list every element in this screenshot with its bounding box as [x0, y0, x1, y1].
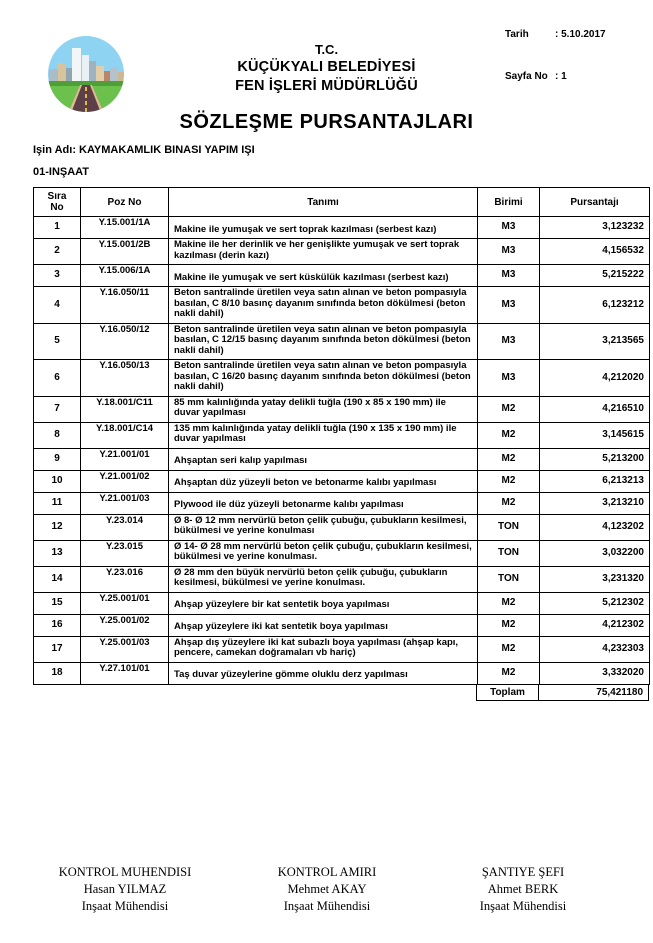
- table-body: [34, 217, 650, 685]
- cell-tanimi: Ahşaptan seri kalıp yapılması: [169, 448, 478, 470]
- cell-birimi: M2: [478, 662, 540, 684]
- cell-sira-no: 5: [34, 323, 81, 360]
- table-header-row: [34, 188, 650, 217]
- table-row: [34, 396, 650, 422]
- signature-role: Inşaat Mühendisi: [81, 899, 169, 913]
- header-sira-line2: No: [50, 202, 64, 213]
- cell-pursantaji: 4,212302: [540, 614, 650, 636]
- cell-birimi: M2: [478, 636, 540, 662]
- signature-title: KONTROL AMIRI: [277, 865, 377, 879]
- cell-poz-no: Y.23.015: [81, 540, 169, 566]
- cell-poz-no: Y.15.006/1A: [81, 265, 169, 287]
- cell-tanimi: Ø 28 mm den büyük nervürlü beton çelik çubuğu, çubukların kesilmesi, bükülmesi ve yerine konulması.: [169, 566, 478, 592]
- org-line-department: FEN İŞLERİ MÜDÜRLÜĞÜ: [235, 78, 418, 94]
- header-birimi: Birimi: [478, 188, 540, 217]
- header-pursantaji: Pursantajı: [540, 188, 650, 217]
- table-row: [34, 217, 650, 239]
- cell-sira-no: 9: [34, 448, 81, 470]
- cell-poz-no: Y.27.101/01: [81, 662, 169, 684]
- cell-poz-no: Y.25.001/01: [81, 592, 169, 614]
- cell-birimi: M2: [478, 448, 540, 470]
- cell-tanimi: Beton santralinde üretilen veya satın alınan ve beton pompasıyla basılan, C 16/20 basınç dayanım sınıfında beton dökülmesi (beton nakli dahil): [169, 360, 478, 397]
- cell-pursantaji: 3,213210: [540, 492, 650, 514]
- signature-title: ŞANTIYE ŞEFI: [481, 865, 565, 879]
- cell-poz-no: Y.16.050/13: [81, 360, 169, 397]
- cell-tanimi: Beton santralinde üretilen veya satın alınan ve beton pompasıyla basılan, C 8/10 basınç dayanım sınıfında beton dökülmesi (beton nakli dahil): [169, 287, 478, 324]
- cell-poz-no: Y.23.014: [81, 514, 169, 540]
- cell-poz-no: Y.16.050/12: [81, 323, 169, 360]
- cell-birimi: TON: [478, 514, 540, 540]
- cell-tanimi: 85 mm kalınlığında yatay delikli tuğla (190 x 85 x 190 mm) ile duvar yapılması: [169, 396, 478, 422]
- cell-pursantaji: 3,032200: [540, 540, 650, 566]
- cell-poz-no: Y.21.001/03: [81, 492, 169, 514]
- cell-birimi: M2: [478, 470, 540, 492]
- table-row: [34, 470, 650, 492]
- cell-sira-no: 1: [34, 217, 81, 239]
- org-line-municipality: KÜÇÜKYALI BELEDİYESİ: [237, 59, 416, 75]
- cell-pursantaji: 5,213200: [540, 448, 650, 470]
- cell-tanimi: Ahşaptan düz yüzeyli beton ve betonarme kalıbı yapılması: [169, 470, 478, 492]
- cell-sira-no: 7: [34, 396, 81, 422]
- cell-sira-no: 11: [34, 492, 81, 514]
- cell-birimi: TON: [478, 540, 540, 566]
- cell-sira-no: 17: [34, 636, 81, 662]
- cell-pursantaji: 6,123212: [540, 287, 650, 324]
- cell-birimi: M2: [478, 592, 540, 614]
- table-row: [34, 360, 650, 397]
- cell-tanimi: Ahşap yüzeylere iki kat sentetik boya yapılması: [169, 614, 478, 636]
- cell-sira-no: 2: [34, 239, 81, 265]
- table-row: [34, 540, 650, 566]
- cell-pursantaji: 3,231320: [540, 566, 650, 592]
- cell-tanimi: Ahşap dış yüzeylere iki kat subazlı boya yapılması (ahşap kapı, pencere, camekan doğramaları vb hariç): [169, 636, 478, 662]
- cell-tanimi: Ø 14- Ø 28 mm nervürlü beton çelik çubuğu, çubukların kesilmesi, bükülmesi ve yerine konulması.: [169, 540, 478, 566]
- org-line-tc: T.C.: [314, 42, 339, 57]
- cell-pursantaji: 3,145615: [540, 422, 650, 448]
- toplam-row: [33, 685, 649, 701]
- cell-pursantaji: 3,332020: [540, 662, 650, 684]
- cell-pursantaji: 5,215222: [540, 265, 650, 287]
- table-row: [34, 636, 650, 662]
- cell-tanimi: Makine ile yumuşak ve sert küskülük kazılması (serbest kazı): [169, 265, 478, 287]
- cell-pursantaji: 5,212302: [540, 592, 650, 614]
- signature-area: [0, 864, 653, 924]
- meta-page-row: [505, 71, 606, 82]
- page-number-label: Sayfa No: [505, 71, 548, 82]
- cell-poz-no: Y.15.001/2B: [81, 239, 169, 265]
- cell-birimi: M2: [478, 614, 540, 636]
- cell-tanimi: 135 mm kalınlığında yatay delikli tuğla (190 x 135 x 190 mm) ile duvar yapılması: [169, 422, 478, 448]
- cell-tanimi: Taş duvar yüzeylerine gömme oluklu derz yapılması: [169, 662, 478, 684]
- table-row: [34, 592, 650, 614]
- page-title: SÖZLEŞME PURSANTAJLARI: [179, 111, 474, 133]
- signature-name: Hasan YILMAZ: [83, 882, 167, 896]
- cell-pursantaji: 4,156532: [540, 239, 650, 265]
- cell-birimi: M2: [478, 422, 540, 448]
- header-sira-line1: Sıra: [47, 191, 67, 202]
- signature-role: Inşaat Mühendisi: [283, 899, 371, 913]
- cell-poz-no: Y.16.050/11: [81, 287, 169, 324]
- table-row: [34, 422, 650, 448]
- date-label: Tarih: [505, 29, 529, 40]
- cell-poz-no: Y.21.001/01: [81, 448, 169, 470]
- signature-block-kontrol-amiri: [237, 864, 417, 915]
- cell-birimi: M3: [478, 239, 540, 265]
- cell-sira-no: 14: [34, 566, 81, 592]
- job-name-label: Işin Adı:: [33, 144, 76, 156]
- cell-pursantaji: 4,123202: [540, 514, 650, 540]
- cell-poz-no: Y.18.001/C14: [81, 422, 169, 448]
- cell-pursantaji: 3,213565: [540, 323, 650, 360]
- table-row: [34, 323, 650, 360]
- table-row: [34, 514, 650, 540]
- page-number-value: : 1: [555, 71, 567, 82]
- signature-block-kontrol-muhendisi: [35, 864, 215, 915]
- cell-tanimi: Ø 8- Ø 12 mm nervürlü beton çelik çubuğu, çubukların kesilmesi, bükülmesi ve yerine konulması: [169, 514, 478, 540]
- section-heading: 01-INŞAAT: [33, 166, 90, 178]
- cell-sira-no: 8: [34, 422, 81, 448]
- table-row: [34, 614, 650, 636]
- toplam-label: Toplam: [476, 685, 539, 701]
- header-sira-no: [34, 188, 81, 217]
- table-row: [34, 566, 650, 592]
- table-row: [34, 287, 650, 324]
- cell-birimi: M3: [478, 323, 540, 360]
- cell-sira-no: 3: [34, 265, 81, 287]
- cell-pursantaji: 4,232303: [540, 636, 650, 662]
- cell-sira-no: 6: [34, 360, 81, 397]
- cell-poz-no: Y.15.001/1A: [81, 217, 169, 239]
- signature-block-santiye-sefi: [433, 864, 613, 915]
- cell-tanimi: Makine ile her derinlik ve her genişlikte yumuşak ve sert toprak kazılması (derin kazı): [169, 239, 478, 265]
- cell-pursantaji: 6,213213: [540, 470, 650, 492]
- table-row: [34, 239, 650, 265]
- cell-poz-no: Y.23.016: [81, 566, 169, 592]
- signature-name: Ahmet BERK: [487, 882, 559, 896]
- cell-birimi: M3: [478, 265, 540, 287]
- cell-tanimi: Makine ile yumuşak ve sert toprak kazılması (serbest kazı): [169, 217, 478, 239]
- cell-sira-no: 13: [34, 540, 81, 566]
- cell-pursantaji: 4,212020: [540, 360, 650, 397]
- cell-poz-no: Y.25.001/03: [81, 636, 169, 662]
- cell-pursantaji: 3,123232: [540, 217, 650, 239]
- cell-tanimi: Plywood ile düz yüzeyli betonarme kalıbı yapılması: [169, 492, 478, 514]
- cell-birimi: M2: [478, 396, 540, 422]
- table-row: [34, 265, 650, 287]
- cell-sira-no: 15: [34, 592, 81, 614]
- cell-birimi: M3: [478, 217, 540, 239]
- cell-sira-no: 10: [34, 470, 81, 492]
- cell-poz-no: Y.25.001/02: [81, 614, 169, 636]
- job-name-line: [33, 144, 255, 156]
- cell-sira-no: 4: [34, 287, 81, 324]
- meta-date-row: [505, 29, 606, 40]
- cell-poz-no: Y.18.001/C11: [81, 396, 169, 422]
- table-row: [34, 492, 650, 514]
- header-tanimi: Tanımı: [169, 188, 478, 217]
- cell-birimi: TON: [478, 566, 540, 592]
- signature-title: KONTROL MUHENDISI: [58, 865, 192, 879]
- cell-sira-no: 18: [34, 662, 81, 684]
- cell-pursantaji: 4,216510: [540, 396, 650, 422]
- cell-birimi: M3: [478, 287, 540, 324]
- table-row: [34, 448, 650, 470]
- header-poz-no: Poz No: [81, 188, 169, 217]
- cell-sira-no: 12: [34, 514, 81, 540]
- cell-birimi: M2: [478, 492, 540, 514]
- cell-birimi: M3: [478, 360, 540, 397]
- job-name-value: KAYMAKAMLIK BINASI YAPIM IŞI: [79, 144, 255, 156]
- signature-name: Mehmet AKAY: [287, 882, 367, 896]
- meta-block: [505, 29, 606, 82]
- date-value: : 5.10.2017: [555, 29, 606, 40]
- toplam-value: 75,421180: [539, 685, 649, 701]
- cell-tanimi: Beton santralinde üretilen veya satın alınan ve beton pompasıyla basılan, C 12/15 basınç dayanım sınıfında beton dökülmesi (beton nakli dahil): [169, 323, 478, 360]
- cell-poz-no: Y.21.001/02: [81, 470, 169, 492]
- cell-tanimi: Ahşap yüzeylere bir kat sentetik boya yapılması: [169, 592, 478, 614]
- pursantaj-table-wrap: [33, 187, 649, 701]
- pursantaj-table: [33, 187, 650, 685]
- cell-sira-no: 16: [34, 614, 81, 636]
- signature-role: Inşaat Mühendisi: [479, 899, 567, 913]
- table-row: [34, 662, 650, 684]
